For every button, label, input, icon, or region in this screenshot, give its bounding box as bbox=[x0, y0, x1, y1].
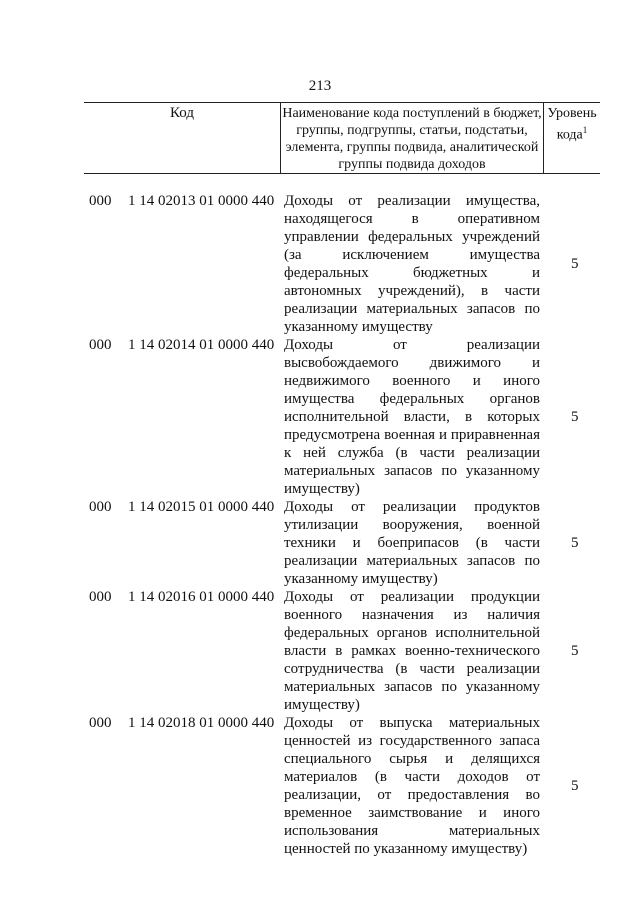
table-row bbox=[0, 336, 640, 498]
table-row bbox=[0, 588, 640, 714]
table-body bbox=[0, 192, 640, 858]
code-prefix: 000 bbox=[89, 193, 112, 209]
table-row bbox=[0, 498, 640, 588]
income-code: 1 14 02014 01 0000 440 bbox=[128, 337, 275, 353]
income-code: 1 14 02016 01 0000 440 bbox=[128, 589, 275, 605]
header-code: Код bbox=[170, 105, 194, 121]
income-code: 1 14 02018 01 0000 440 bbox=[128, 715, 275, 731]
code-prefix: 000 bbox=[89, 499, 112, 515]
header-level bbox=[544, 105, 600, 144]
footnote-marker: 1 bbox=[582, 125, 588, 135]
header-level-label: Уровень кода bbox=[547, 106, 597, 143]
table-header bbox=[84, 102, 600, 174]
income-description: Доходы от реализации высвобождаемого движимого и недвижимого военного и иного имущества федеральных органов исполнительной власти, в которых предусмотрена военная и приравненная к ней служба (в части реализации материальных запасов по указанному имуществу) bbox=[284, 337, 540, 497]
income-description: Доходы от реализации продуктов утилизации вооружения, военной техники и боеприпасов (в части реализации материальных запасов по указанному имуществу) bbox=[284, 499, 540, 587]
income-code: 1 14 02013 01 0000 440 bbox=[128, 193, 275, 209]
code-level: 5 bbox=[571, 535, 579, 551]
header-name: Наименование кода поступлений в бюджет, группы, подгруппы, статьи, подстатьи, элемента, группы подвида, аналитической группы подвида доходов bbox=[282, 106, 542, 172]
code-prefix: 000 bbox=[89, 589, 112, 605]
code-prefix: 000 bbox=[89, 715, 112, 731]
code-level: 5 bbox=[571, 256, 579, 272]
page-number: 213 bbox=[308, 78, 332, 94]
income-code: 1 14 02015 01 0000 440 bbox=[128, 499, 275, 515]
code-level: 5 bbox=[571, 778, 579, 794]
table-row bbox=[0, 714, 640, 858]
income-description: Доходы от реализации продукции военного назначения из наличия федеральных органов исполнительной власти в рамках военно-технического сотрудничества (в части реализации материальных запасов по указанному имуществу) bbox=[284, 589, 540, 713]
income-description: Доходы от выпуска материальных ценностей из государственного запаса специального сырья и делящихся материалов (в части доходов от реализации, от предоставления во временное заимствование и иного использования материальных ценностей по указанному имуществу) bbox=[284, 715, 540, 857]
code-level: 5 bbox=[571, 409, 579, 425]
code-level: 5 bbox=[571, 643, 579, 659]
income-description: Доходы от реализации имущества, находящегося в оперативном управлении федеральных учреждений (за исключением имущества федеральных бюджетных и автономных учреждений), в части реализации материальных запасов по указанному имуществу bbox=[284, 193, 540, 335]
table-row bbox=[0, 192, 640, 336]
code-prefix: 000 bbox=[89, 337, 112, 353]
